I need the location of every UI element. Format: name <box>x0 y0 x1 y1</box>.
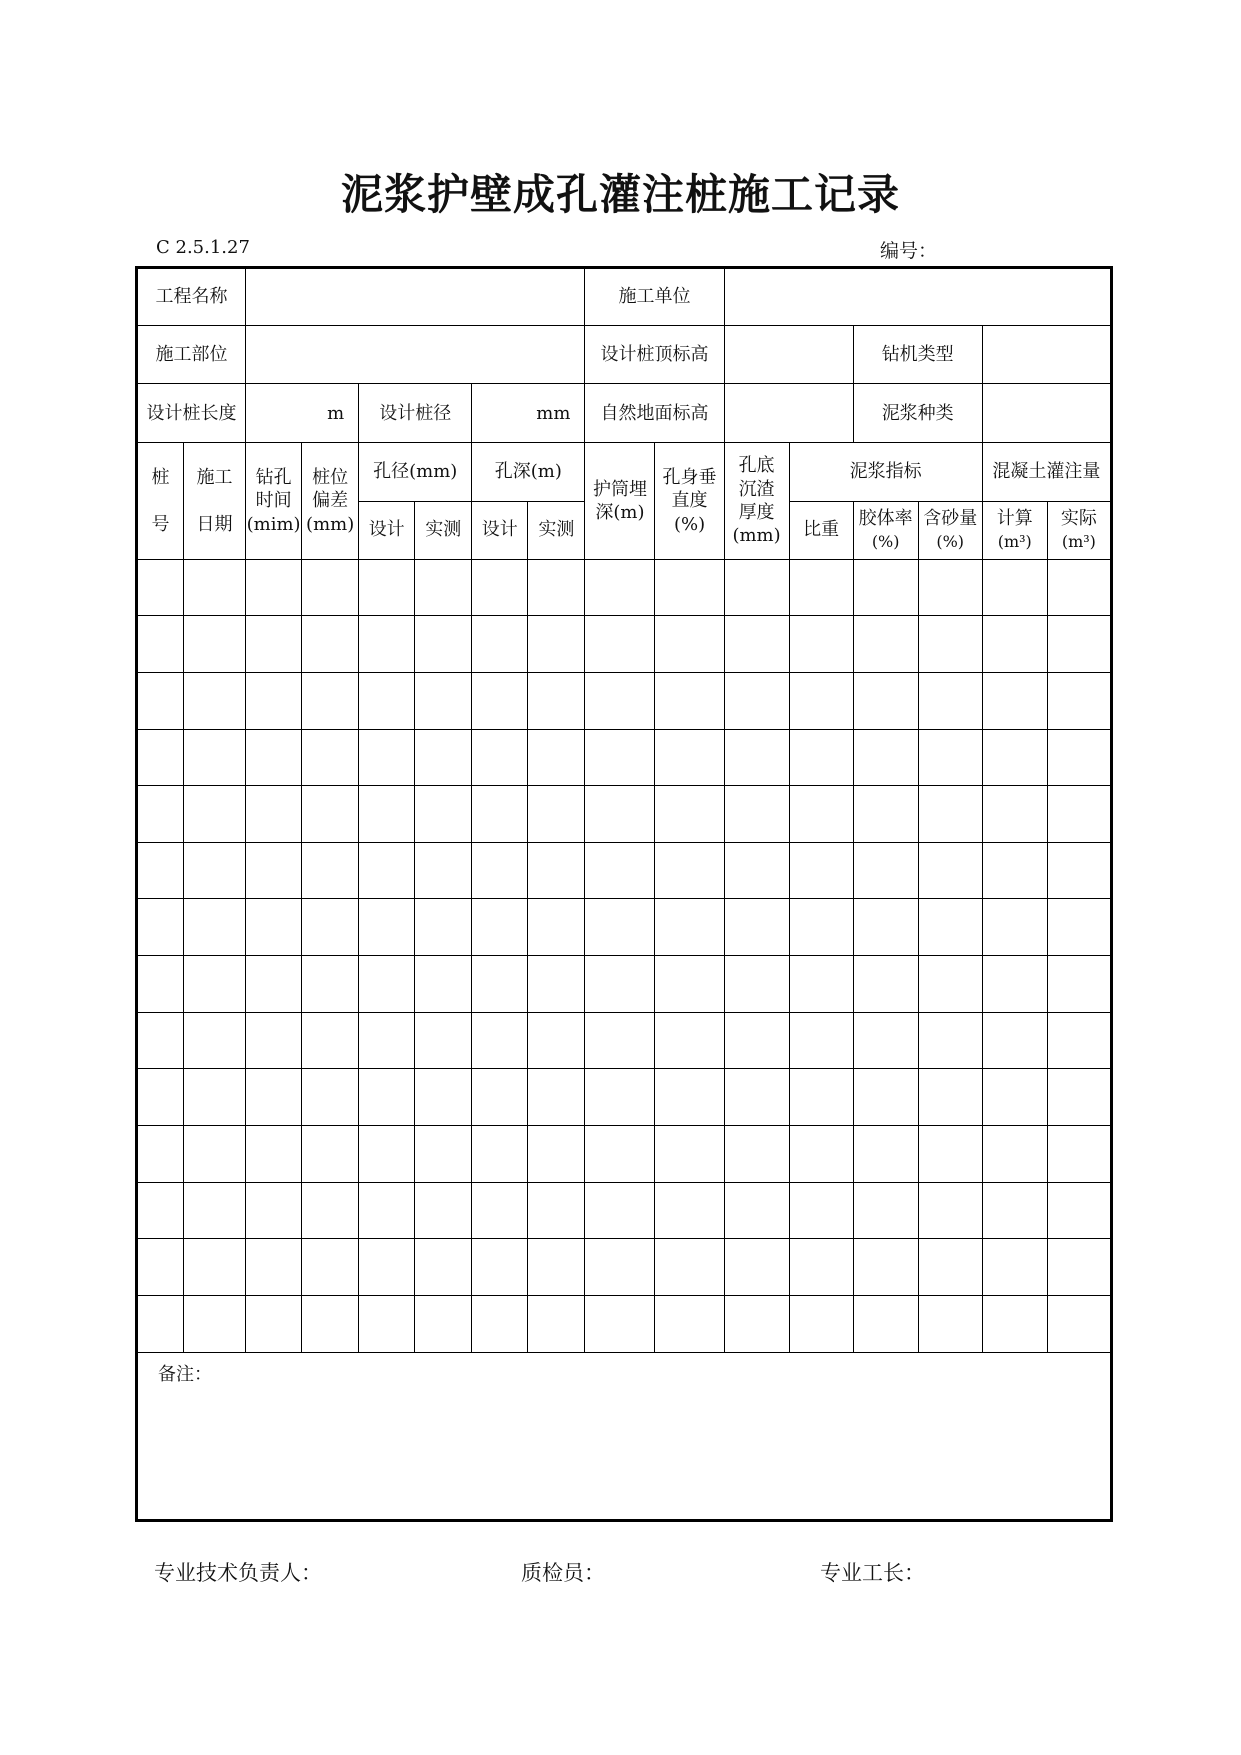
header-specific-gravity: 比重 <box>789 501 853 559</box>
table-cell[interactable] <box>246 729 302 786</box>
header-sand-content: 含砂量 (%) <box>918 501 982 559</box>
mud-type-field[interactable] <box>982 384 1111 443</box>
pile-top-elevation-label: 设计桩顶标高 <box>585 326 724 384</box>
table-cell[interactable] <box>724 1125 789 1182</box>
table-cell[interactable] <box>853 1239 918 1296</box>
table-cell[interactable] <box>724 1069 789 1126</box>
table-cell[interactable] <box>184 1012 246 1069</box>
table-cell[interactable] <box>655 899 724 956</box>
table-cell[interactable] <box>415 786 472 843</box>
table-row <box>137 1182 1112 1239</box>
table-cell[interactable] <box>585 559 655 616</box>
table-cell[interactable] <box>246 786 302 843</box>
table-cell[interactable] <box>246 1182 302 1239</box>
table-cell[interactable] <box>472 1069 528 1126</box>
pile-top-elevation-field[interactable] <box>724 326 853 384</box>
table-cell[interactable] <box>528 1125 585 1182</box>
table-cell[interactable] <box>724 729 789 786</box>
table-cell[interactable] <box>789 1295 853 1352</box>
table-cell[interactable] <box>184 1182 246 1239</box>
table-cell[interactable] <box>789 672 853 729</box>
table-cell[interactable] <box>789 899 853 956</box>
table-cell[interactable] <box>982 1125 1047 1182</box>
table-cell[interactable] <box>415 1239 472 1296</box>
table-row <box>137 956 1112 1013</box>
table-cell[interactable] <box>415 1069 472 1126</box>
table-cell[interactable] <box>918 616 982 673</box>
header-depth-measured: 实测 <box>528 501 585 559</box>
table-row <box>137 786 1112 843</box>
table-cell[interactable] <box>528 842 585 899</box>
table-cell[interactable] <box>585 729 655 786</box>
table-cell[interactable] <box>655 786 724 843</box>
table-cell[interactable] <box>853 729 918 786</box>
table-cell[interactable] <box>472 899 528 956</box>
table-cell[interactable] <box>1047 672 1111 729</box>
table-cell[interactable] <box>302 1012 359 1069</box>
table-cell[interactable] <box>918 672 982 729</box>
table-cell[interactable] <box>789 1239 853 1296</box>
table-cell[interactable] <box>137 616 184 673</box>
page-title: 泥浆护壁成孔灌注桩施工记录 <box>340 170 900 219</box>
table-cell[interactable] <box>246 1069 302 1126</box>
table-cell[interactable] <box>655 842 724 899</box>
table-cell[interactable] <box>472 616 528 673</box>
form-code: C 2.5.1.27 <box>156 237 250 258</box>
table-cell[interactable] <box>1047 899 1111 956</box>
table-cell[interactable] <box>655 1295 724 1352</box>
table-cell[interactable] <box>415 899 472 956</box>
table-cell[interactable] <box>137 672 184 729</box>
info-row-3 <box>137 384 1112 443</box>
tech-lead-signature: 专业技术负责人： <box>154 1561 322 1585</box>
table-cell[interactable] <box>137 729 184 786</box>
header-mud-index: 泥浆指标 <box>789 443 982 501</box>
table-cell[interactable] <box>853 616 918 673</box>
remark-label: 备注： <box>158 1363 212 1385</box>
serial-number-label: 编号： <box>880 240 938 262</box>
header-hole-diameter: 孔径(mm) <box>359 443 472 501</box>
construction-unit-label: 施工单位 <box>585 268 724 326</box>
table-cell[interactable] <box>655 616 724 673</box>
table-cell[interactable] <box>724 786 789 843</box>
table-cell[interactable] <box>137 842 184 899</box>
table-cell[interactable] <box>918 956 982 1013</box>
table-cell[interactable] <box>585 1182 655 1239</box>
table-cell[interactable] <box>1047 786 1111 843</box>
table-cell[interactable] <box>724 842 789 899</box>
table-cell[interactable] <box>1047 1125 1111 1182</box>
table-cell[interactable] <box>184 1239 246 1296</box>
table-cell[interactable] <box>302 1295 359 1352</box>
table-cell[interactable] <box>472 729 528 786</box>
table-cell[interactable] <box>359 1125 415 1182</box>
table-cell[interactable] <box>246 1125 302 1182</box>
table-cell[interactable] <box>137 786 184 843</box>
table-cell[interactable] <box>655 1239 724 1296</box>
table-cell[interactable] <box>528 616 585 673</box>
header-pile-deviation: 桩位 偏差 (mm) <box>302 443 359 559</box>
table-cell[interactable] <box>528 786 585 843</box>
table-cell[interactable] <box>137 1239 184 1296</box>
table-cell[interactable] <box>137 1125 184 1182</box>
header-drill-time: 钻孔 时间 (mim) <box>246 443 302 559</box>
table-cell[interactable] <box>982 616 1047 673</box>
drill-type-field[interactable] <box>982 326 1111 384</box>
table-cell[interactable] <box>302 616 359 673</box>
table-cell[interactable] <box>982 1295 1047 1352</box>
table-cell[interactable] <box>246 1239 302 1296</box>
table-cell[interactable] <box>184 672 246 729</box>
header-diameter-measured: 实测 <box>415 501 472 559</box>
table-cell[interactable] <box>724 956 789 1013</box>
table-cell[interactable] <box>789 956 853 1013</box>
table-row <box>137 842 1112 899</box>
table-cell[interactable] <box>1047 1012 1111 1069</box>
header-hole-depth: 孔深(m) <box>472 443 585 501</box>
table-cell[interactable] <box>655 729 724 786</box>
table-cell[interactable] <box>1047 1239 1111 1296</box>
table-cell[interactable] <box>1047 956 1111 1013</box>
table-cell[interactable] <box>789 616 853 673</box>
table-cell[interactable] <box>246 672 302 729</box>
table-cell[interactable] <box>585 1069 655 1126</box>
table-row <box>137 672 1112 729</box>
table-cell[interactable] <box>302 1239 359 1296</box>
table-row <box>137 1125 1112 1182</box>
table-cell[interactable] <box>359 842 415 899</box>
table-cell[interactable] <box>585 1239 655 1296</box>
header-diameter-design: 设计 <box>359 501 415 559</box>
table-cell[interactable] <box>302 729 359 786</box>
table-cell[interactable] <box>302 899 359 956</box>
table-cell[interactable] <box>415 1182 472 1239</box>
table-row <box>137 1239 1112 1296</box>
header-concrete-volume: 混凝土灌注量 <box>982 443 1111 501</box>
table-cell[interactable] <box>302 956 359 1013</box>
info-row-1 <box>137 268 1112 326</box>
table-cell[interactable] <box>415 729 472 786</box>
table-cell[interactable] <box>137 956 184 1013</box>
table-cell[interactable] <box>853 1125 918 1182</box>
table-cell[interactable] <box>184 899 246 956</box>
table-cell[interactable] <box>184 616 246 673</box>
table-cell[interactable] <box>982 1069 1047 1126</box>
table-cell[interactable] <box>724 1295 789 1352</box>
table-cell[interactable] <box>918 1069 982 1126</box>
table-cell[interactable] <box>415 1295 472 1352</box>
table-row <box>137 1069 1112 1126</box>
table-cell[interactable] <box>724 616 789 673</box>
table-cell[interactable] <box>246 559 302 616</box>
table-cell[interactable] <box>655 1069 724 1126</box>
table-cell[interactable] <box>585 786 655 843</box>
table-cell[interactable] <box>982 1182 1047 1239</box>
table-cell[interactable] <box>359 1069 415 1126</box>
table-cell[interactable] <box>1047 559 1111 616</box>
table-cell[interactable] <box>528 1012 585 1069</box>
table-cell[interactable] <box>789 1125 853 1182</box>
ground-elevation-field[interactable] <box>724 384 853 443</box>
table-cell[interactable] <box>655 1012 724 1069</box>
table-cell[interactable] <box>918 729 982 786</box>
table-cell[interactable] <box>302 672 359 729</box>
table-cell[interactable] <box>359 1295 415 1352</box>
table-cell[interactable] <box>137 1295 184 1352</box>
table-cell[interactable] <box>184 1069 246 1126</box>
table-cell[interactable] <box>528 956 585 1013</box>
table-cell[interactable] <box>359 616 415 673</box>
table-cell[interactable] <box>359 956 415 1013</box>
header-depth-design: 设计 <box>472 501 528 559</box>
table-cell[interactable] <box>982 956 1047 1013</box>
table-cell[interactable] <box>724 1012 789 1069</box>
table-cell[interactable] <box>1047 1182 1111 1239</box>
table-cell[interactable] <box>359 559 415 616</box>
table-cell[interactable] <box>472 672 528 729</box>
construction-part-field[interactable] <box>246 326 585 384</box>
table-cell[interactable] <box>415 616 472 673</box>
header-verticality: 孔身垂 直度 (%) <box>655 443 724 559</box>
project-name-field[interactable] <box>246 268 585 326</box>
table-cell[interactable] <box>724 559 789 616</box>
table-cell[interactable] <box>302 786 359 843</box>
table-cell[interactable] <box>982 1239 1047 1296</box>
table-cell[interactable] <box>1047 1295 1111 1352</box>
pile-diameter-unit: mm <box>536 402 571 424</box>
table-cell[interactable] <box>415 1012 472 1069</box>
table-cell[interactable] <box>246 1012 302 1069</box>
table-cell[interactable] <box>184 786 246 843</box>
table-cell[interactable] <box>585 672 655 729</box>
table-cell[interactable] <box>585 899 655 956</box>
table-cell[interactable] <box>724 899 789 956</box>
table-cell[interactable] <box>585 842 655 899</box>
pile-length-unit: m <box>327 402 345 424</box>
data-rows <box>137 559 1112 1352</box>
table-cell[interactable] <box>528 1239 585 1296</box>
table-row <box>137 729 1112 786</box>
table-cell[interactable] <box>302 1125 359 1182</box>
table-cell[interactable] <box>246 616 302 673</box>
table-cell[interactable] <box>918 1295 982 1352</box>
remark-field[interactable] <box>137 1352 1112 1520</box>
pile-length-field[interactable] <box>246 384 359 443</box>
table-row <box>137 559 1112 616</box>
table-cell[interactable] <box>137 1182 184 1239</box>
table-cell[interactable] <box>246 1295 302 1352</box>
header-colloid-rate: 胶体率 (%) <box>853 501 918 559</box>
table-cell[interactable] <box>359 786 415 843</box>
table-cell[interactable] <box>853 956 918 1013</box>
table-cell[interactable] <box>918 899 982 956</box>
table-row <box>137 899 1112 956</box>
table-cell[interactable] <box>137 559 184 616</box>
table-cell[interactable] <box>982 786 1047 843</box>
table-cell[interactable] <box>137 1069 184 1126</box>
table-cell[interactable] <box>359 729 415 786</box>
table-cell[interactable] <box>184 956 246 1013</box>
pile-length-label: 设计桩长度 <box>137 384 246 443</box>
table-row <box>137 1295 1112 1352</box>
table-cell[interactable] <box>137 1012 184 1069</box>
header-row-1 <box>137 443 1112 501</box>
table-cell[interactable] <box>137 899 184 956</box>
construction-record-table <box>135 266 1113 1522</box>
table-cell[interactable] <box>472 1012 528 1069</box>
table-cell[interactable] <box>585 956 655 1013</box>
table-cell[interactable] <box>585 616 655 673</box>
table-cell[interactable] <box>982 1012 1047 1069</box>
table-cell[interactable] <box>415 1125 472 1182</box>
table-cell[interactable] <box>789 729 853 786</box>
table-cell[interactable] <box>415 956 472 1013</box>
table-cell[interactable] <box>528 1069 585 1126</box>
table-cell[interactable] <box>302 1069 359 1126</box>
table-cell[interactable] <box>184 729 246 786</box>
mud-type-label: 泥浆种类 <box>853 384 982 443</box>
table-cell[interactable] <box>359 672 415 729</box>
table-cell[interactable] <box>359 1012 415 1069</box>
table-cell[interactable] <box>853 1069 918 1126</box>
table-cell[interactable] <box>655 1182 724 1239</box>
table-cell[interactable] <box>918 559 982 616</box>
drill-type-label: 钻机类型 <box>853 326 982 384</box>
table-cell[interactable] <box>528 559 585 616</box>
foreman-signature: 专业工长： <box>820 1561 925 1585</box>
table-cell[interactable] <box>302 559 359 616</box>
table-cell[interactable] <box>184 1125 246 1182</box>
table-row <box>137 1012 1112 1069</box>
table-cell[interactable] <box>472 1182 528 1239</box>
table-cell[interactable] <box>853 842 918 899</box>
table-cell[interactable] <box>184 842 246 899</box>
ground-elevation-label: 自然地面标高 <box>585 384 724 443</box>
table-cell[interactable] <box>724 1239 789 1296</box>
table-cell[interactable] <box>302 1182 359 1239</box>
table-cell[interactable] <box>789 1012 853 1069</box>
table-cell[interactable] <box>655 1125 724 1182</box>
table-cell[interactable] <box>789 1182 853 1239</box>
table-cell[interactable] <box>789 842 853 899</box>
table-cell[interactable] <box>415 559 472 616</box>
table-cell[interactable] <box>655 956 724 1013</box>
header-pile-no: 桩 号 <box>137 443 184 559</box>
table-cell[interactable] <box>853 559 918 616</box>
table-cell[interactable] <box>359 1239 415 1296</box>
table-cell[interactable] <box>982 729 1047 786</box>
table-cell[interactable] <box>918 786 982 843</box>
table-cell[interactable] <box>853 672 918 729</box>
table-cell[interactable] <box>853 1295 918 1352</box>
table-cell[interactable] <box>472 1125 528 1182</box>
table-cell[interactable] <box>918 1239 982 1296</box>
table-cell[interactable] <box>302 842 359 899</box>
table-cell[interactable] <box>918 1182 982 1239</box>
header-sediment: 孔底 沉渣 厚度 (mm) <box>724 443 789 559</box>
table-cell[interactable] <box>472 559 528 616</box>
table-cell[interactable] <box>359 1182 415 1239</box>
table-cell[interactable] <box>982 672 1047 729</box>
table-cell[interactable] <box>528 672 585 729</box>
table-cell[interactable] <box>1047 616 1111 673</box>
table-cell[interactable] <box>415 842 472 899</box>
table-cell[interactable] <box>1047 1069 1111 1126</box>
table-cell[interactable] <box>918 1125 982 1182</box>
table-cell[interactable] <box>528 899 585 956</box>
table-cell[interactable] <box>528 729 585 786</box>
table-cell[interactable] <box>724 1182 789 1239</box>
inspector-signature: 质检员： <box>521 1561 605 1585</box>
construction-part-label: 施工部位 <box>137 326 246 384</box>
table-cell[interactable] <box>528 1295 585 1352</box>
pile-diameter-label: 设计桩径 <box>359 384 472 443</box>
table-cell[interactable] <box>246 842 302 899</box>
table-cell[interactable] <box>724 672 789 729</box>
table-cell[interactable] <box>853 786 918 843</box>
table-cell[interactable] <box>789 786 853 843</box>
table-cell[interactable] <box>585 1012 655 1069</box>
table-cell[interactable] <box>918 1012 982 1069</box>
table-cell[interactable] <box>359 899 415 956</box>
table-cell[interactable] <box>184 1295 246 1352</box>
table-cell[interactable] <box>853 899 918 956</box>
remark-row <box>137 1352 1112 1520</box>
table-cell[interactable] <box>246 956 302 1013</box>
project-name-label: 工程名称 <box>137 268 246 326</box>
table-cell[interactable] <box>472 842 528 899</box>
header-casing-depth: 护筒埋 深(m) <box>585 443 655 559</box>
table-cell[interactable] <box>853 1012 918 1069</box>
table-cell[interactable] <box>472 1239 528 1296</box>
table-cell[interactable] <box>982 559 1047 616</box>
table-cell[interactable] <box>184 559 246 616</box>
table-cell[interactable] <box>472 1295 528 1352</box>
header-date: 施工 日期 <box>184 443 246 559</box>
table-cell[interactable] <box>246 899 302 956</box>
table-row <box>137 616 1112 673</box>
pile-diameter-field[interactable] <box>472 384 585 443</box>
table-cell[interactable] <box>918 842 982 899</box>
table-cell[interactable] <box>585 1125 655 1182</box>
table-cell[interactable] <box>789 1069 853 1126</box>
info-row-2 <box>137 326 1112 384</box>
table-cell[interactable] <box>1047 842 1111 899</box>
header-calculated-volume: 计算 (m³) <box>982 501 1047 559</box>
table-cell[interactable] <box>655 559 724 616</box>
table-cell[interactable] <box>472 956 528 1013</box>
table-cell[interactable] <box>655 672 724 729</box>
table-cell[interactable] <box>585 1295 655 1352</box>
table-cell[interactable] <box>528 1182 585 1239</box>
table-cell[interactable] <box>982 842 1047 899</box>
table-cell[interactable] <box>853 1182 918 1239</box>
table-cell[interactable] <box>1047 729 1111 786</box>
table-cell[interactable] <box>789 559 853 616</box>
table-cell[interactable] <box>415 672 472 729</box>
table-cell[interactable] <box>982 899 1047 956</box>
table-cell[interactable] <box>472 786 528 843</box>
header-actual-volume: 实际 (m³) <box>1047 501 1111 559</box>
construction-unit-field[interactable] <box>724 268 1111 326</box>
